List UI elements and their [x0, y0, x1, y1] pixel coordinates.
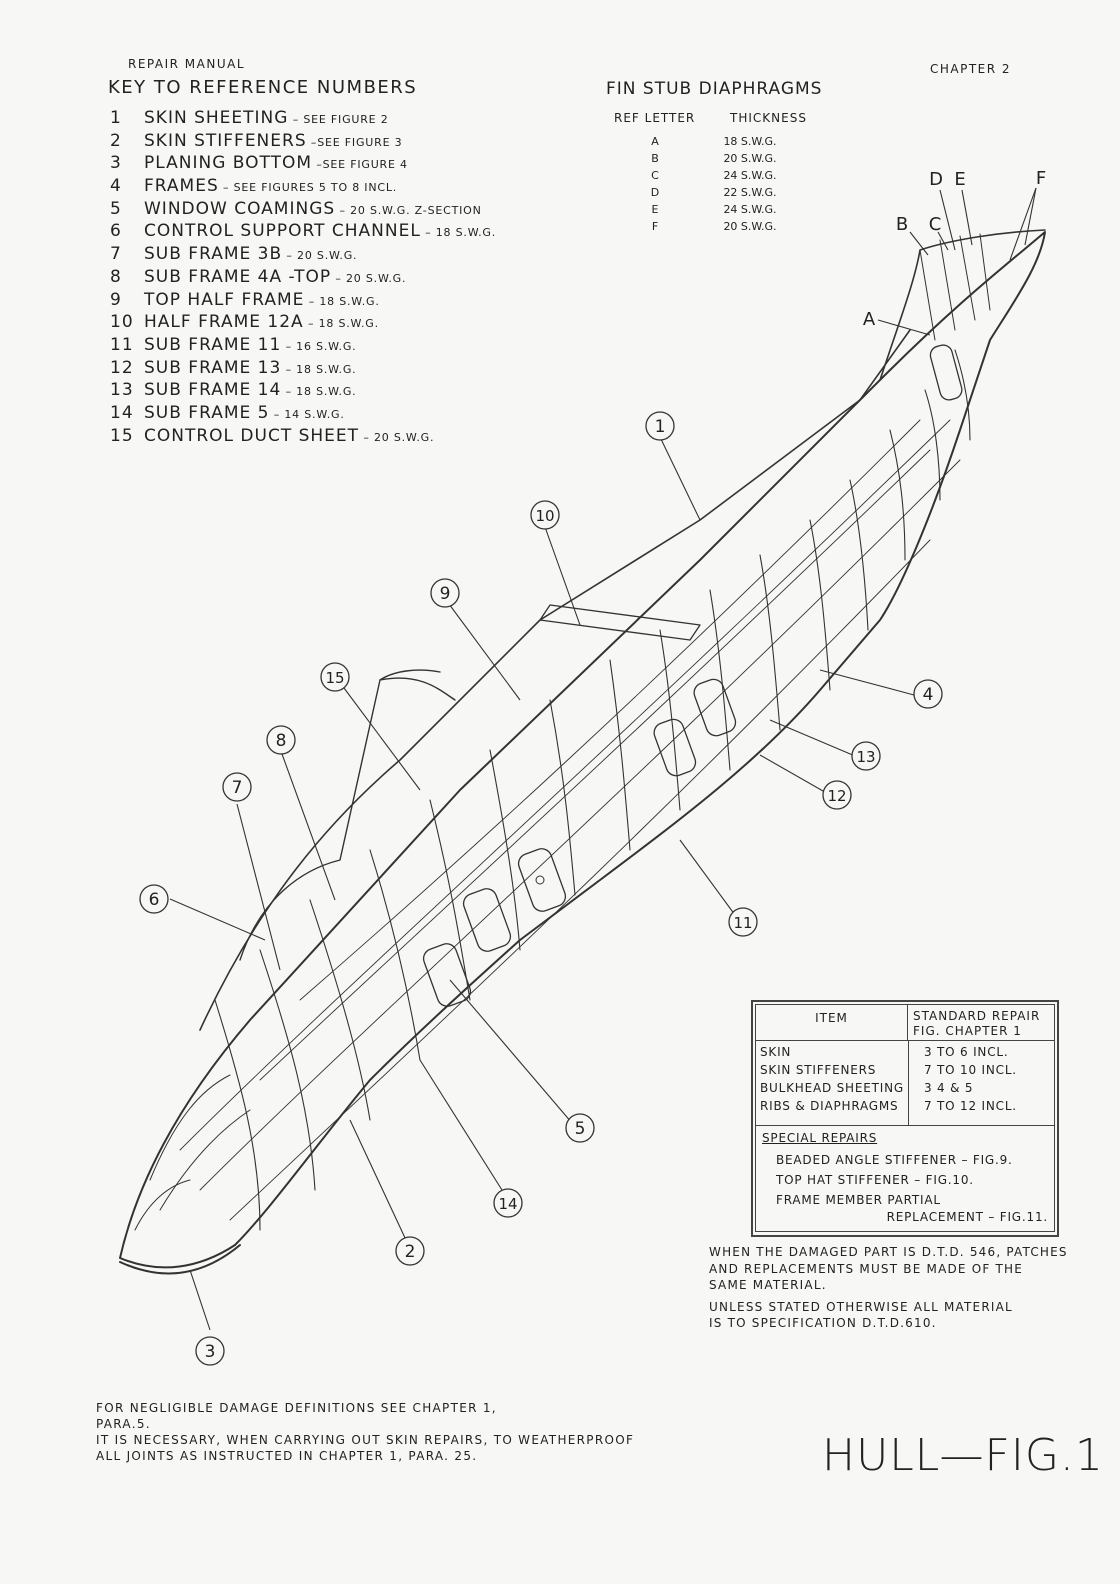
repair-item: BULKHEAD SHEETING [760, 1081, 904, 1095]
fin-thickness: 22 S.W.G. [723, 186, 777, 199]
key-item-name: HALF FRAME 12A [144, 312, 304, 333]
key-item-name: PLANING BOTTOM [144, 153, 313, 174]
callout-13-label: 13 [856, 748, 876, 766]
callout-9 [431, 579, 459, 607]
callout-12-label: 12 [827, 787, 847, 805]
key-item-name: SUB FRAME 13 [144, 357, 282, 378]
repair-row [760, 1099, 1054, 1117]
repair-row [760, 1063, 1054, 1081]
callout-7 [223, 773, 251, 801]
callout-6 [140, 885, 168, 913]
callout-15-label: 15 [325, 669, 345, 687]
key-item-number: 7 [110, 244, 122, 265]
repair-row [760, 1081, 1054, 1099]
keel-line [120, 1245, 240, 1273]
repair-row [760, 1045, 1054, 1063]
repair-table [751, 1000, 1059, 1237]
general-notes [96, 1400, 634, 1464]
key-item-number: 12 [110, 357, 134, 378]
repair-rows [760, 1045, 1054, 1117]
key-item-number: 1 [110, 108, 122, 128]
callout-1-label: 1 [654, 417, 666, 437]
note-line-3: SAME MATERIAL. [709, 1278, 827, 1292]
key-item-name: FRAMES [144, 176, 219, 197]
note-line-2: AND REPLACEMENTS MUST BE MADE OF THE [709, 1261, 1024, 1276]
key-item-name: CONTROL DUCT SHEET [144, 425, 360, 446]
repair-ref: 3 TO 6 INCL. [924, 1045, 1009, 1059]
repair-col-ref-line1: STANDARD REPAIR [913, 1009, 1041, 1023]
special-item-2: TOP HAT STIFFENER – FIG.10. [776, 1173, 974, 1187]
key-item-note: – 20 S.W.G. [331, 271, 407, 285]
key-item-note: – 18 S.W.G. [304, 294, 380, 308]
callout-4 [914, 680, 942, 708]
fin-ref-letter: B [651, 152, 659, 165]
note-line-5: IS TO SPECIFICATION D.T.D.610. [709, 1316, 937, 1330]
key-item-name: SUB FRAME 3B [144, 244, 283, 265]
callout-14-label: 14 [498, 1195, 518, 1213]
key-item-number: 2 [110, 130, 122, 151]
key-item-name: CONTROL SUPPORT CHANNEL [144, 221, 421, 242]
key-item-note: – 18 S.W.G. [281, 385, 357, 399]
canopy [240, 678, 455, 960]
nose-frames [135, 876, 544, 1230]
special-item-3: FRAME MEMBER PARTIAL [776, 1193, 941, 1207]
callout-6-label: 6 [148, 890, 160, 910]
callout-4-label: 4 [922, 685, 934, 705]
callout-2-label: 2 [404, 1242, 416, 1262]
key-item-number: 3 [110, 153, 122, 174]
fin-ref-letter: A [651, 135, 659, 148]
key-item-note: – 18 S.W.G. [303, 317, 379, 331]
callout-13 [852, 742, 880, 770]
key-item-note: – SEE FIGURE 2 [288, 113, 389, 126]
repair-section-divider [756, 1125, 1054, 1126]
key-item-note: – SEE FIGURES 5 TO 8 INCL. [218, 181, 398, 195]
repair-ref: 3 4 & 5 [924, 1081, 974, 1095]
callout-1 [646, 412, 674, 440]
fin-stub-title: FIN STUB DIAPHRAGMS [606, 79, 823, 99]
key-item-name: SUB FRAME 11 [144, 334, 282, 355]
key-item-note: – 14 S.W.G. [269, 407, 345, 421]
fin-thickness: 18 S.W.G. [723, 135, 777, 148]
key-item-note: – 20 S.W.G. [282, 249, 358, 263]
callout-12 [823, 781, 851, 809]
key-item-name: WINDOW COAMINGS [144, 198, 336, 219]
callout-C: C [928, 214, 942, 235]
note-line-1: WHEN THE DAMAGED PART IS D.T.D. 546, PATCHES [709, 1245, 1068, 1259]
key-item-number: 5 [110, 198, 122, 219]
callout-A: A [862, 309, 876, 330]
fin-thickness: 24 S.W.G. [723, 169, 777, 182]
fin-col-letter: REF LETTER [614, 111, 696, 125]
key-item-note: – 18 S.W.G. [281, 362, 357, 376]
material-notes [709, 1244, 1068, 1332]
key-item-number: 6 [110, 221, 122, 242]
fin-ref-letter: C [651, 169, 659, 182]
key-item-note: – 16 S.W.G. [281, 339, 357, 353]
bottom-note-3: IT IS NECESSARY, WHEN CARRYING OUT SKIN REPAIRS, TO WEATHERPROOF [96, 1433, 635, 1447]
key-item-note: – 20 S.W.G. [359, 430, 435, 444]
key-item-name: TOP HALF FRAME [144, 289, 305, 310]
key-item-name: SUB FRAME 5 [144, 402, 270, 423]
key-item-number: 11 [110, 334, 134, 355]
fin-thickness: 24 S.W.G. [723, 203, 777, 216]
key-item-note: –SEE FIGURE 3 [306, 135, 403, 149]
callout-5-label: 5 [574, 1119, 586, 1139]
note-line-4: UNLESS STATED OTHERWISE ALL MATERIAL [709, 1299, 1013, 1314]
repair-item: SKIN STIFFENERS [760, 1063, 877, 1077]
callout-3-label: 3 [204, 1342, 216, 1362]
bottom-note-1: FOR NEGLIGIBLE DAMAGE DEFINITIONS SEE CHAPTER 1, [96, 1401, 497, 1415]
key-item-note: –SEE FIGURE 4 [312, 158, 408, 172]
callout-8-label: 8 [275, 731, 287, 751]
bottom-note-2: PARA.5. [96, 1417, 151, 1431]
key-item-note: – 20 S.W.G. Z-SECTION [335, 203, 482, 217]
fin-ref-letter: D [650, 186, 660, 199]
manual-label: REPAIR MANUAL [128, 57, 246, 71]
callout-11 [729, 908, 757, 936]
repair-ref: 7 TO 12 INCL. [924, 1099, 1017, 1113]
repair-col-item: ITEM [756, 1005, 908, 1041]
key-item-number: 9 [110, 289, 122, 310]
callout-7-label: 7 [231, 778, 243, 798]
special-repairs-title: SPECIAL REPAIRS [762, 1131, 878, 1145]
callout-E: E [954, 169, 966, 190]
chapter-label: CHAPTER 2 [930, 62, 1012, 76]
callout-10 [531, 501, 559, 529]
callout-B: B [895, 214, 909, 235]
repair-col-ref [908, 1005, 1054, 1041]
fin-ref-letter: E [651, 203, 659, 216]
bottom-note-4: ALL JOINTS AS INSTRUCTED IN CHAPTER 1, PARA. 25. [96, 1449, 478, 1463]
callout-3 [196, 1337, 224, 1365]
callout-F: F [1035, 168, 1047, 189]
special-item-1: BEADED ANGLE STIFFENER – FIG.9. [776, 1153, 1013, 1167]
callout-11-label: 11 [733, 914, 753, 932]
top-ridge [200, 330, 910, 1030]
key-item-name: SUB FRAME 4A -TOP [144, 266, 332, 287]
key-item-name: SUB FRAME 14 [144, 380, 282, 401]
fin-col-thickness: THICKNESS [730, 111, 807, 125]
repair-ref: 7 TO 10 INCL. [924, 1063, 1017, 1077]
callout-10-label: 10 [535, 507, 555, 525]
key-item-number: 4 [110, 176, 122, 197]
key-item-name: SKIN SHEETING [144, 108, 289, 128]
callout-8 [267, 726, 295, 754]
repair-col-ref-line2: FIG. CHAPTER 1 [913, 1024, 1022, 1038]
figure-title: HULL—FIG.1 [822, 1430, 1104, 1481]
callout-D: D [929, 169, 943, 190]
key-item-number: 15 [110, 425, 134, 446]
fin-thickness: 20 S.W.G. [723, 220, 777, 233]
callout-9-label: 9 [439, 584, 451, 604]
fin-ref-letter: F [651, 220, 659, 233]
callout-5 [566, 1114, 594, 1142]
key-item-number: 8 [110, 266, 122, 287]
callout-15 [321, 663, 349, 691]
key-item-note: – 18 S.W.G. [420, 226, 497, 240]
callout-2 [396, 1237, 424, 1265]
fin-thickness: 20 S.W.G. [723, 152, 777, 165]
repair-item: SKIN [760, 1045, 792, 1059]
key-item-number: 10 [110, 312, 134, 333]
special-item-4: REPLACEMENT – FIG.11. [886, 1210, 1048, 1224]
callout-14 [494, 1189, 522, 1217]
key-item-number: 14 [110, 402, 134, 423]
key-title: KEY TO REFERENCE NUMBERS [108, 77, 418, 98]
key-item-name: SKIN STIFFENERS [144, 130, 307, 151]
key-item-number: 13 [110, 380, 134, 401]
repair-item: RIBS & DIAPHRAGMS [760, 1099, 899, 1113]
